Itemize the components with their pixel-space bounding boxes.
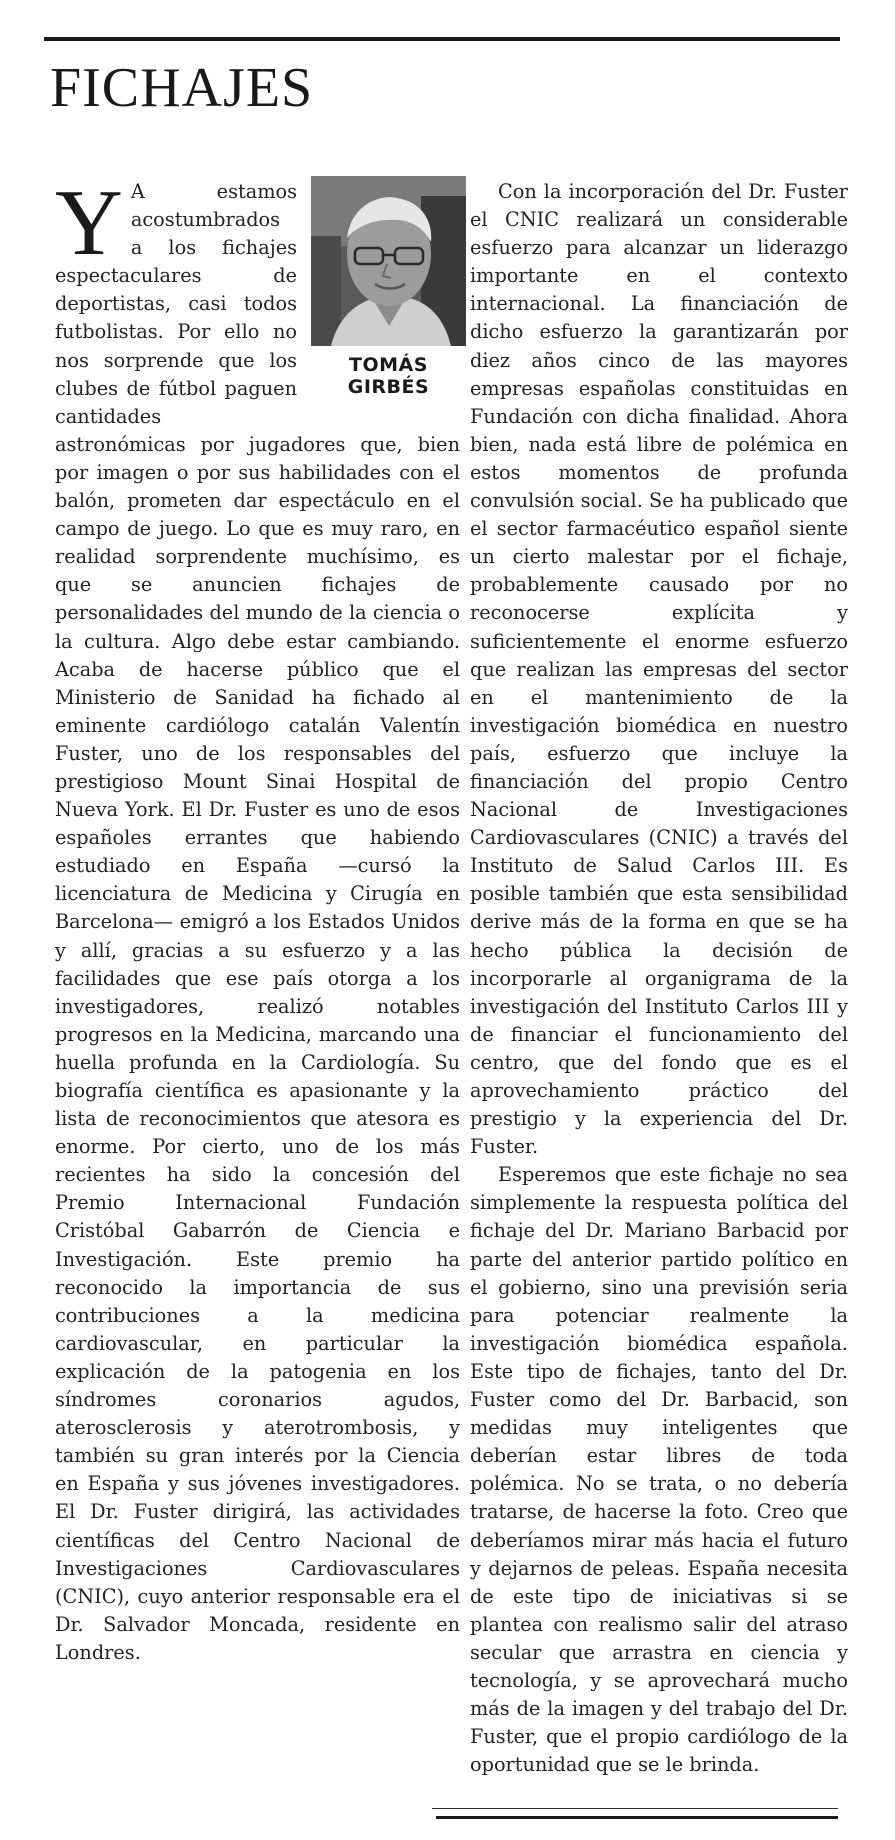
author-photo: [311, 176, 466, 346]
bottom-rule: [432, 1808, 838, 1809]
article-column-right: [470, 178, 848, 1779]
bottom-rule-thick: [436, 1816, 838, 1819]
paragraph-3: Esperemos que este fichaje no sea simplemente la respuesta política del fichaje del Dr. Mariano Barbacid por parte del anterior partido político en el gobierno, sino una previsión seria para potenciar realmente la investigación biomédica española. Este tipo de fichajes, tanto del Dr. Fuster como del Dr. Barbacid, son medidas muy inteligentes que deberían estar libres de toda polémica. No se trata, o no debería tratarse, de hacerse la foto. Creo que deberíamos mirar más hacia el futuro y dejarnos de peleas. España necesita de este tipo de iniciativas si se plantea con realismo salir del atraso secular que arrastra en ciencia y tecnología, y se aprovechará mucho más de la imagen y del trabajo del Dr. Fuster, que el propio cardiólogo de la oportunidad que se le brinda.: [470, 1163, 848, 1777]
author-name: [311, 354, 466, 398]
top-rule: [44, 37, 840, 41]
author-box: [311, 176, 466, 418]
article-column-left: [55, 171, 460, 1667]
author-last-name: GIRBÉS: [347, 376, 430, 398]
article-title: FICHAJES: [50, 57, 314, 119]
intro-text: A estamos acostumbrados a los fichajes espectaculares de deportistas, casi todos futbolistas. Por ello no nos sorprende que los clubes de fútbol paguen cantidades astronómicas por jugadores que, bien por imagen o por sus habilidades con el balón, prometen dar espectáculo en el campo de juego. Lo que es muy raro, en realidad sorprendente muchísimo, es que se anuncien fichajes de personalidades del mundo de la ciencia o la cultura. Algo debe estar cambiando. Acaba de hacerse público que el Ministerio de Sanidad ha fichado al eminente cardiólogo catalán Valentín Fuster, uno de los responsables del prestigioso Mount Sinai Hospital de Nueva York. El Dr. Fuster es uno de esos españoles errantes que habiendo estudiado en España —cursó la licenciatura de Medicina y Cirugía en Barcelona— emigró a los Estados Unidos y allí, gracias a su esfuerzo y a las facilidades que ese país otorga a los investigadores, realizó notables progresos en la Medicina, marcando una huella profunda en la Cardiología. Su biografía científica es apasionante y la lista de reconocimientos que atesora es enorme. Por cierto, uno de los más recientes ha sido la concesión del Premio Internacional Fundación Cristóbal Gabarrón de Ciencia e Investigación. Este premio ha reconocido la importancia de sus contribuciones a la medicina cardiovascular, en particular la explicación de la patogenia en los síndromes coronarios agudos, aterosclerosis y aterotrombosis, y también su gran interés por la Ciencia en España y sus jóvenes investigadores. El Dr. Fuster dirigirá, las actividades científicas del Centro Nacional de Investigaciones Cardiovasculares (CNIC), cuyo anterior responsable era el Dr. Salvador Moncada, residente en Londres.: [55, 180, 460, 1664]
paragraph-2: Con la incorporación del Dr. Fuster el CNIC realizará un considerable esfuerzo para alcanzar un liderazgo importante en el contexto internacional. La financiación de dicho esfuerzo la garantizarán por diez años cinco de las mayores empresas españolas constituidas en Fundación con dicha finalidad. Ahora bien, nada está libre de polémica en estos momentos de profunda convulsión social. Se ha publicado que el sector farmacéutico español siente un cierto malestar por el fichaje, probablemente causado por no reconocerse explícita y suficientemente el enorme esfuerzo que realizan las empresas del sector en el mantenimiento de la investigación biomédica en nuestro país, esfuerzo que incluye la financiación del propio Centro Nacional de Investigaciones Cardiovasculares (CNIC) a través del Instituto de Salud Carlos III. Es posible también que esta sensibilidad derive más de la forma en que se ha hecho pública la decisión de incorporarle al organigrama de la investigación del Instituto Carlos III y de financiar el funcionamiento del centro, que del fondo que es el aprovechamiento práctico del prestigio y la experiencia del Dr. Fuster.: [470, 180, 848, 1159]
drop-cap: Y: [55, 171, 123, 275]
author-first-name: TOMÁS: [349, 354, 428, 376]
